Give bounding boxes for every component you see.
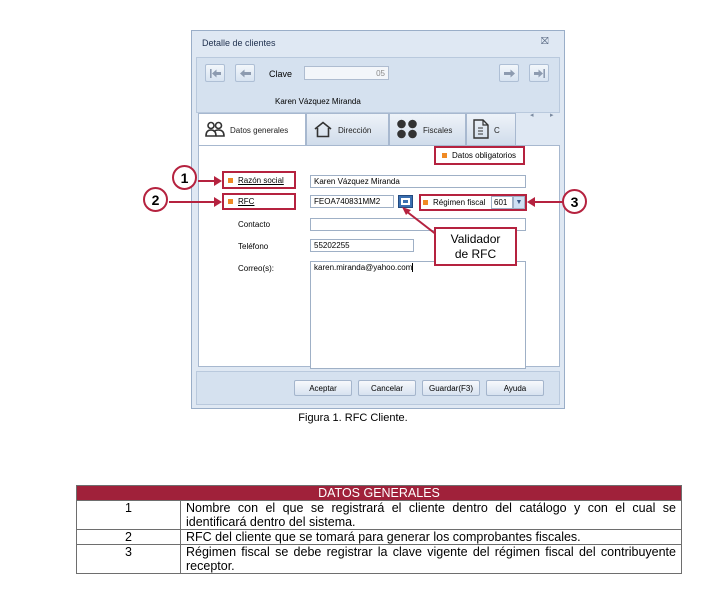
ayuda-label: Ayuda	[503, 383, 527, 393]
window-title: Detalle de clientes	[202, 38, 276, 48]
last-record-icon[interactable]	[529, 64, 549, 82]
title-bar	[192, 31, 564, 56]
tab-fiscales[interactable]	[389, 113, 466, 146]
dialog-footer	[196, 371, 560, 405]
telefono-label: Teléfono	[238, 242, 269, 251]
figure-caption: Figura 1. RFC Cliente.	[298, 412, 408, 424]
obligatorios-label: Datos obligatorios	[452, 151, 517, 160]
table-header-row	[77, 486, 682, 501]
house-icon	[313, 121, 333, 140]
record-navigation-bar	[196, 57, 560, 113]
dots-grid-icon	[396, 119, 418, 141]
first-record-icon[interactable]	[205, 64, 225, 82]
arrowhead-left-icon	[527, 197, 535, 207]
regimen-label: Régimen fiscal	[433, 198, 486, 207]
table-row	[77, 501, 682, 530]
validador-line-1: Validador	[450, 232, 501, 246]
tab-direccion[interactable]	[306, 113, 389, 146]
tab-partial[interactable]	[466, 113, 516, 146]
correo-value: karen.miranda@yahoo.com	[314, 263, 413, 272]
correo-textarea[interactable]	[310, 261, 526, 369]
tab-datos-generales[interactable]	[198, 113, 306, 146]
tab-scroll-right-icon[interactable]: ▸	[550, 112, 554, 119]
previous-record-icon[interactable]	[235, 64, 255, 82]
tab-label: C	[494, 125, 500, 135]
callout-badge-3	[562, 189, 587, 214]
razon-social-highlight	[222, 171, 296, 189]
validador-line-2: de RFC	[454, 247, 497, 261]
validador-rfc-tooltip	[434, 227, 517, 266]
datos-generales-table	[76, 485, 682, 574]
regimen-select[interactable]: 601	[491, 196, 513, 209]
callout-badge-2	[143, 187, 168, 212]
row-number: 1	[77, 501, 181, 530]
table-row	[77, 545, 682, 574]
razon-social-input[interactable]: Karen Vázquez Miranda	[310, 175, 526, 188]
razon-social-label: Razón social	[238, 176, 284, 185]
clave-label: Clave	[269, 69, 293, 79]
row-number: 3	[77, 545, 181, 574]
rfc-highlight	[222, 193, 296, 210]
table-header: DATOS GENERALES	[77, 486, 682, 501]
aceptar-label: Aceptar	[309, 383, 337, 393]
guardar-label: Guardar(F3)	[428, 383, 473, 393]
table-row	[77, 530, 682, 545]
callout-arrow-2	[169, 201, 220, 203]
client-name: Karen Vázquez Miranda	[275, 97, 361, 106]
arrowhead-right-icon	[214, 176, 222, 186]
arrowhead-right-icon	[214, 197, 222, 207]
rfc-label: RFC	[238, 197, 255, 206]
callout-number: 2	[151, 191, 160, 208]
guardar-button[interactable]	[422, 380, 480, 396]
aceptar-button[interactable]	[294, 380, 352, 396]
callout-arrow-3	[533, 201, 563, 203]
ayuda-button[interactable]	[486, 380, 544, 396]
cancelar-button[interactable]	[358, 380, 416, 396]
callout-number: 1	[180, 169, 189, 186]
users-icon	[205, 121, 225, 139]
required-marker-icon	[442, 153, 447, 158]
row-description: Nombre con el que se registrará el cliente dentro del catálogo y con el cual se identificará dentro del sistema.	[181, 501, 682, 530]
datos-obligatorios-legend	[434, 146, 525, 165]
close-icon[interactable]: ⛝	[541, 36, 549, 47]
callout-badge-1	[172, 165, 197, 190]
tab-label: Dirección	[338, 125, 372, 135]
next-record-icon[interactable]	[499, 64, 519, 82]
clave-field[interactable]: 05	[304, 66, 389, 80]
tab-label: Fiscales	[423, 125, 453, 135]
rfc-input[interactable]: FEOA740831MM2	[310, 195, 394, 208]
document-icon	[473, 119, 489, 141]
tab-strip	[198, 113, 560, 146]
row-description: Régimen fiscal se debe registrar la clave vigente del régimen fiscal del contribuyente receptor.	[181, 545, 682, 574]
telefono-input[interactable]: 55202255	[310, 239, 414, 252]
tab-label: Datos generales	[230, 125, 289, 135]
tab-scroll-left-icon[interactable]: ◂	[530, 112, 534, 119]
chevron-down-icon[interactable]: ▼	[513, 196, 525, 209]
correo-label: Correo(s):	[238, 264, 275, 273]
text-cursor	[412, 263, 413, 272]
cancelar-label: Cancelar	[370, 383, 403, 393]
contacto-label: Contacto	[238, 220, 271, 229]
callout-number: 3	[570, 193, 579, 210]
row-description: RFC del cliente que se tomará para generar los comprobantes fiscales.	[181, 530, 682, 545]
row-number: 2	[77, 530, 181, 545]
